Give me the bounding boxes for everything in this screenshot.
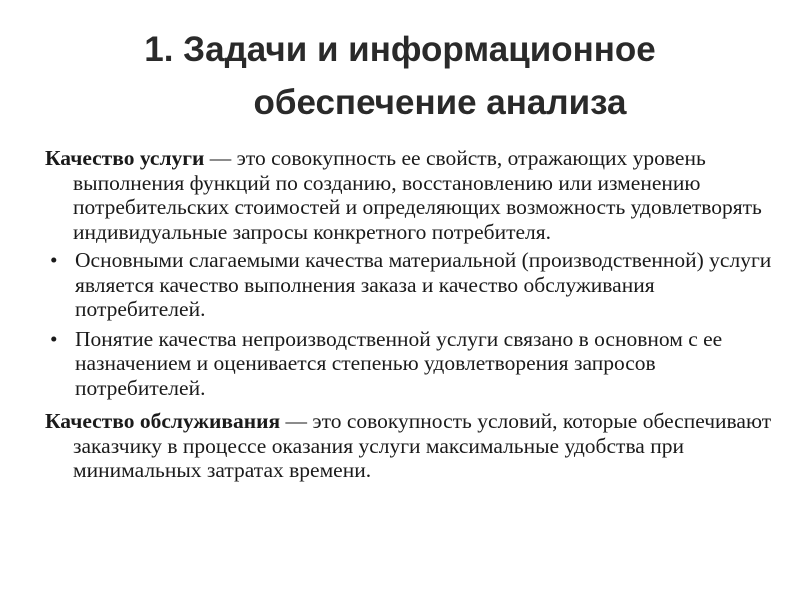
- definition-text: это совокупность ее свойств, отражающих уровень выполнения функций по созданию, восстановлению или изменению потребительских стоимостей и определяющих возможность удовлетворять индивидуальные запросы конкретного потребителя.: [73, 146, 762, 244]
- list-item: [45, 248, 785, 322]
- bullet-marker: •: [50, 326, 58, 351]
- bullet-text: Основными слагаемыми качества материальной (производственной) услуги является качество выполнения заказа и качество обслуживания потребителей.: [75, 248, 772, 321]
- slide-content: [45, 146, 785, 483]
- bullet-text: Понятие качества непроизводственной услуги связано в основном с ее назначением и оценивается степенью удовлетворения запросов потребителей.: [75, 326, 723, 400]
- slide-title-line-1: 1. Задачи и информационное: [144, 30, 656, 69]
- definition-maintenance-quality: [45, 409, 785, 483]
- slide-title-line-2: обеспечение анализа: [253, 83, 627, 122]
- definition-dash: —: [280, 409, 313, 433]
- definition-dash: —: [204, 146, 237, 170]
- definition-service-quality: [45, 146, 785, 244]
- list-item: [45, 327, 785, 401]
- term-service-quality: Качество услуги: [45, 146, 205, 170]
- bullet-marker: •: [50, 248, 58, 272]
- definition-text: это совокупность условий, которые обеспечивают заказчику в процессе оказания услуги максимальные удобства при минимальных затратах времени.: [73, 409, 772, 482]
- term-maintenance-quality: Качество обслуживания: [45, 409, 281, 433]
- bullet-list: [45, 248, 785, 400]
